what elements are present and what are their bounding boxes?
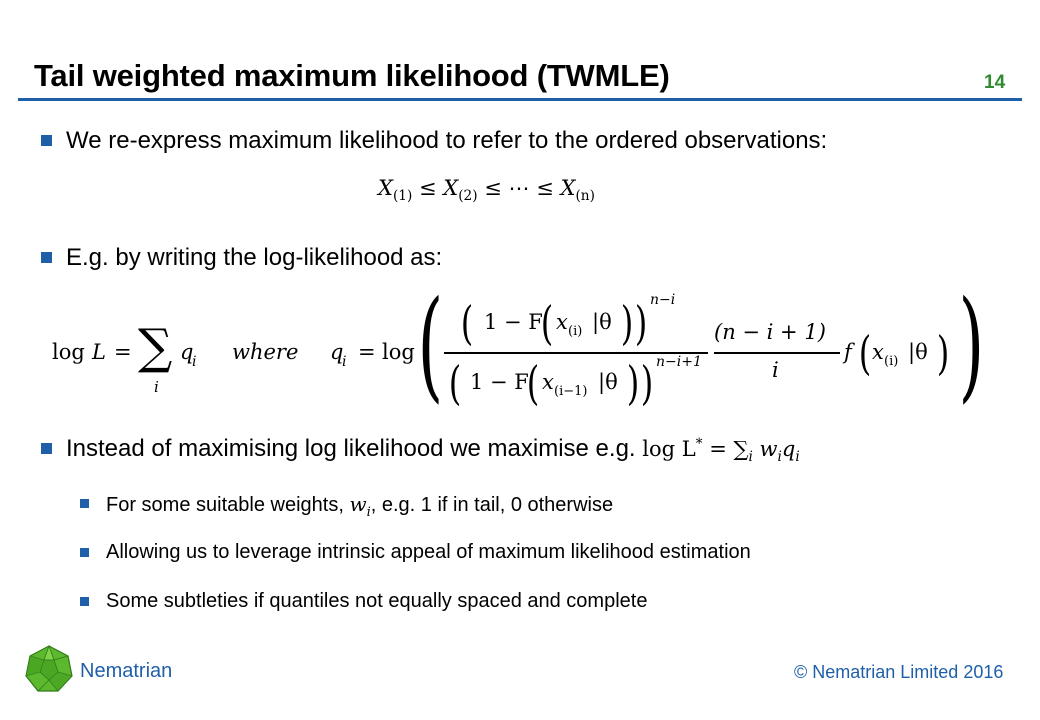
sub-bullet-1-before: For some suitable weights,	[106, 494, 344, 516]
math-symbol: x	[872, 340, 884, 364]
bullet-text-2: E.g. by writing the log-likelihood as:	[66, 244, 443, 271]
sub-bullet-text-1	[106, 492, 613, 520]
math-operator: = ∑	[709, 437, 749, 461]
math-subscript: i	[795, 449, 800, 466]
math-function: log	[382, 340, 415, 364]
math-symbol: w	[759, 437, 778, 461]
math-superscript: n−i	[650, 292, 676, 308]
math-subscript: (1)	[392, 188, 413, 205]
sub-bullet-1-after: , e.g. 1 if in tail, 0 otherwise	[370, 494, 614, 516]
math-symbol: q	[180, 340, 194, 364]
ordered-observations-equation	[378, 176, 595, 204]
math-symbol: f	[844, 340, 852, 364]
left-paren: (	[540, 296, 554, 350]
math-subscript: (i−1)	[554, 384, 588, 399]
right-paren: )	[626, 356, 640, 410]
math-operator: =	[114, 340, 132, 364]
title-divider	[18, 98, 1022, 101]
math-ellipsis: ⋯	[508, 176, 530, 200]
math-symbol: w	[349, 492, 367, 516]
bullet-text-3-label: Instead of maximising log likelihood we maximise e.g.	[66, 435, 636, 462]
sub-bullet-text-2: Allowing us to leverage intrinsic appeal of maximum likelihood estimation	[106, 541, 751, 563]
math-symbol: X	[443, 176, 459, 200]
footer-copyright: © Nematrian Limited 2016	[794, 662, 1004, 682]
math-function: log	[52, 340, 85, 364]
math-subscript: (2)	[458, 188, 478, 205]
left-paren: (	[417, 276, 444, 415]
math-subscript: (n)	[575, 188, 595, 205]
geodesic-sphere-logo-icon	[24, 644, 74, 699]
math-subscript: (i)	[568, 324, 583, 339]
math-operator: ≤	[484, 176, 502, 200]
math-symbol: L	[92, 340, 106, 364]
math-expression: log L	[642, 437, 696, 461]
bullet-text-1: We re-express maximum likelihood to refer to the ordered observations:	[66, 127, 828, 154]
math-expression: |θ	[592, 310, 612, 334]
right-paren: )	[640, 356, 654, 410]
math-expression: |θ	[908, 340, 928, 364]
slide-title: Tail weighted maximum likelihood (TWMLE)	[34, 58, 670, 93]
math-symbol: X	[378, 176, 393, 200]
square-bullet-icon	[41, 443, 52, 454]
right-paren: )	[620, 296, 634, 350]
math-operator: ≤	[418, 176, 437, 200]
math-symbol: X	[560, 176, 576, 200]
math-superscript: *	[695, 436, 703, 452]
square-bullet-icon	[80, 548, 89, 557]
weighted-loglik-formula	[642, 436, 800, 466]
math-symbol: q	[781, 437, 796, 461]
sub-bullet-text-3: Some subtleties if quantiles not equally spaced and complete	[106, 590, 648, 612]
math-subscript: i	[748, 449, 753, 466]
left-paren: (	[460, 296, 474, 350]
math-word-where: where	[232, 340, 299, 364]
math-expression: 1 − F	[484, 310, 543, 334]
math-superscript: n−i+1	[656, 354, 702, 370]
square-bullet-icon	[80, 499, 89, 508]
right-paren: )	[936, 326, 950, 380]
math-expression: (n − i + 1)	[714, 320, 826, 344]
right-paren: )	[958, 276, 985, 415]
weight-symbol	[349, 492, 371, 520]
math-subscript: i	[366, 505, 371, 520]
math-symbol: x	[556, 310, 568, 334]
math-subscript: i	[777, 449, 782, 466]
square-bullet-icon	[41, 252, 52, 263]
math-symbol: x	[542, 370, 554, 394]
left-paren: (	[526, 356, 540, 410]
math-expression: |θ	[598, 370, 618, 394]
bullet-text-3	[66, 435, 800, 465]
math-subscript: (i)	[884, 354, 899, 369]
summation-sign: ∑	[138, 319, 173, 375]
square-bullet-icon	[41, 135, 52, 146]
math-operator: ≤	[536, 176, 554, 200]
footer-brand: Nematrian	[80, 660, 173, 682]
fraction-bar	[714, 352, 840, 354]
left-paren: (	[858, 326, 872, 380]
math-expression: i	[772, 358, 779, 382]
right-paren: )	[634, 296, 648, 350]
math-subscript: i	[192, 354, 197, 370]
left-paren: (	[448, 356, 462, 410]
math-subscript: i	[154, 378, 159, 396]
math-operator: =	[358, 340, 376, 364]
slide-number: 14	[984, 72, 1006, 93]
square-bullet-icon	[80, 597, 89, 606]
math-subscript: i	[342, 354, 347, 370]
math-expression: 1 − F	[470, 370, 529, 394]
math-symbol: q	[330, 340, 344, 364]
log-likelihood-equation	[50, 276, 990, 415]
